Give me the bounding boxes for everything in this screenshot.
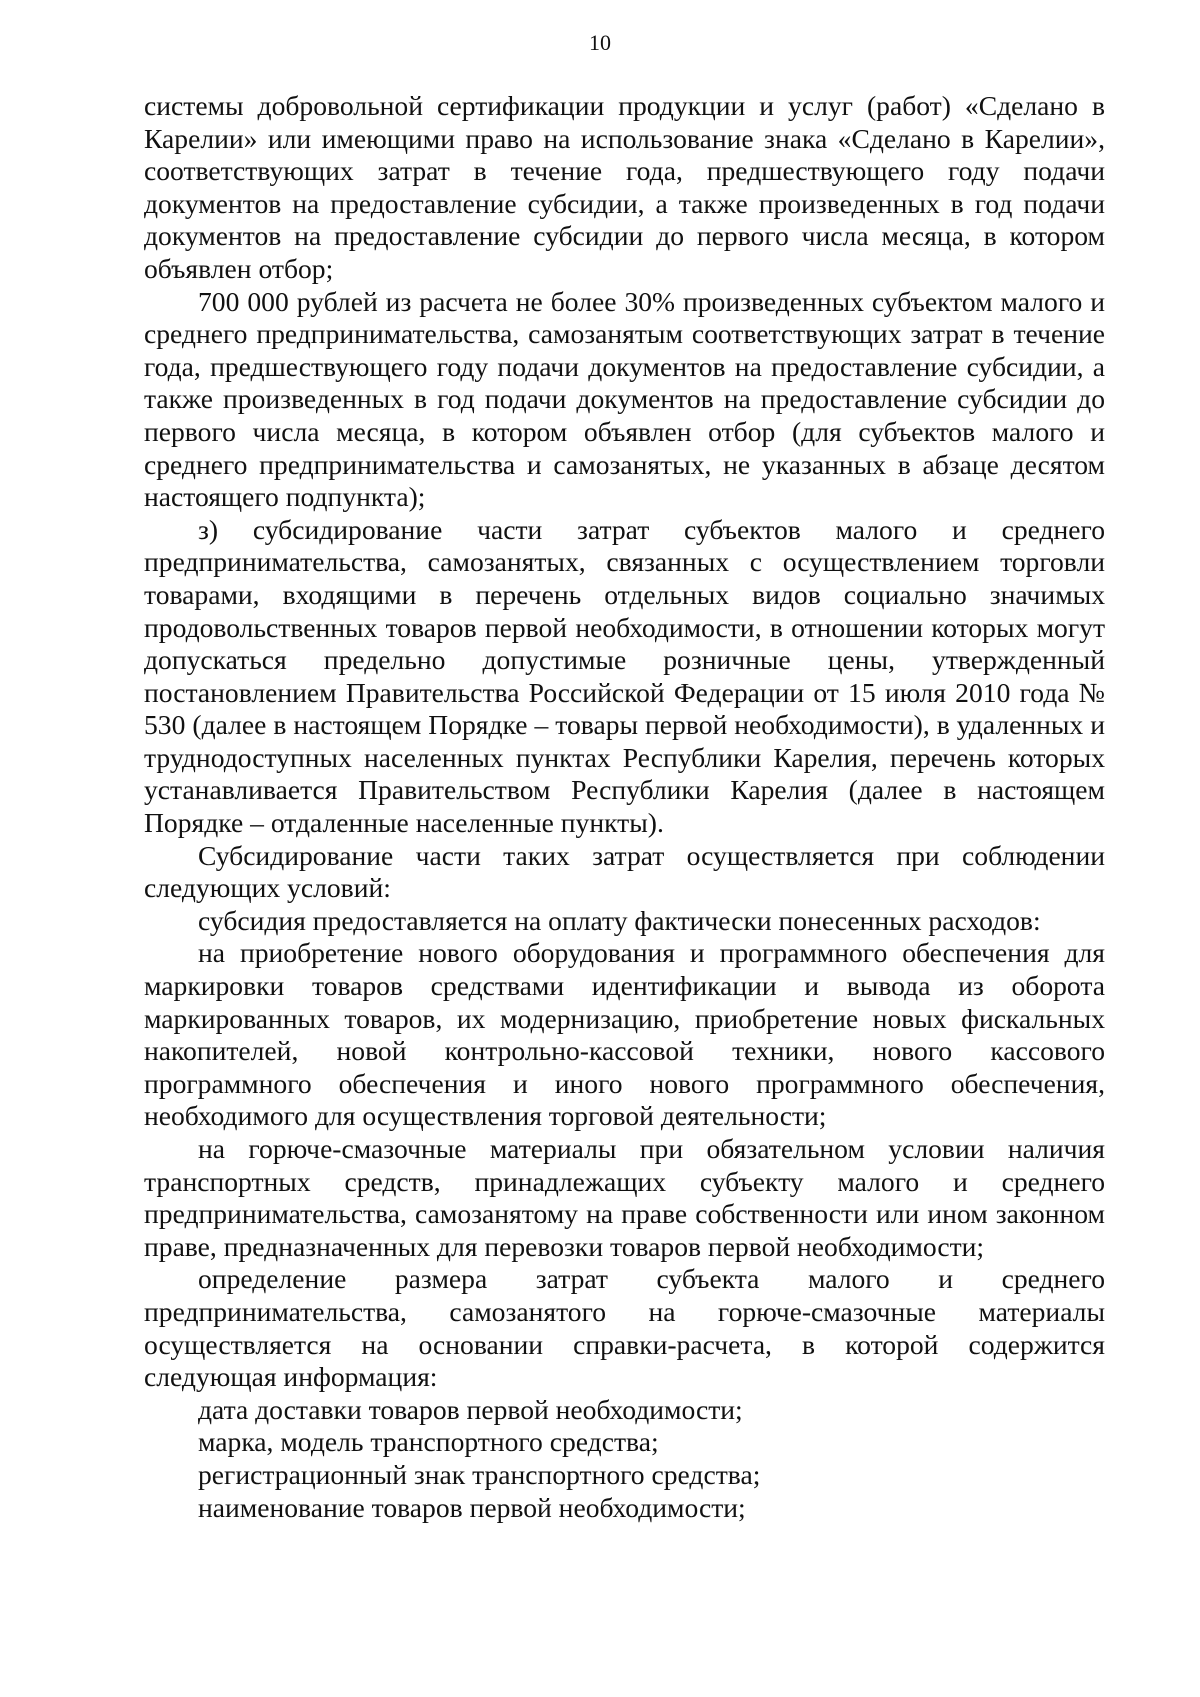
- paragraph: системы добровольной сертификации продукции и услуг (работ) «Сделано в Карелии» или имеющими право на использование знака «Сделано в Карелии», соответствующих затрат в течение года, предшествующего году подачи документов на предоставление субсидии, а также произведенных в год подачи документов на предоставление субсидии до первого числа месяца, в котором объявлен отбор;: [144, 90, 1105, 284]
- list-item: дата доставки товаров первой необходимости;: [198, 1393, 743, 1425]
- paragraph: на горюче-смазочные материалы при обязательном условии наличия транспортных средств, принадлежащих субъекту малого и среднего предпринимательства, самозанятому на праве собственности или ином законном праве, предназначенных для перевозки товаров первой необходимости;: [144, 1133, 1105, 1262]
- list-item: наименование товаров первой необходимости;: [198, 1491, 746, 1523]
- paragraph: Субсидирование части таких затрат осуществляется при соблюдении следующих условий:: [144, 839, 1105, 904]
- list-item: марка, модель транспортного средства;: [198, 1426, 659, 1458]
- paragraph: на приобретение нового оборудования и программного обеспечения для маркировки товаров средствами идентификации и вывода из оборота маркированных товаров, их модернизацию, приобретение новых фискальных накопителей, новой контрольно-кассовой техники, нового кассового программного обеспечения и иного нового программного обеспечения, необходимого для осуществления торговой деятельности;: [144, 937, 1105, 1132]
- list-item: регистрационный знак транспортного средства;: [198, 1458, 761, 1490]
- paragraph: субсидия предоставляется на оплату фактически понесенных расходов:: [198, 904, 1041, 936]
- page-number: 10: [589, 30, 611, 55]
- paragraph: з) субсидирование части затрат субъектов малого и среднего предпринимательства, самозанятых, связанных с осуществлением торговли товарами, входящими в перечень отдельных видов социально значимых продовольственных товаров первой необходимости, в отношении которых могут допускаться предельно допустимые розничные цены, утвержденный постановлением Правительства Российской Федерации от 15 июля 2010 года № 530 (далее в настоящем Порядке – товары первой необходимости), в удаленных и труднодоступных населенных пунктах Республики Карелия, перечень которых устанавливается Правительством Республики Карелия (далее в настоящем Порядке – отдаленные населенные пункты).: [144, 513, 1105, 839]
- paragraph: определение размера затрат субъекта малого и среднего предпринимательства, самозанятого на горюче-смазочные материалы осуществляется на основании справки-расчета, в которой содержится следующая информация:: [144, 1263, 1105, 1393]
- paragraph: 700 000 рублей из расчета не более 30% произведенных субъектом малого и среднего предпринимательства, самозанятым соответствующих затрат в течение года, предшествующего году подачи документов на предоставление субсидии, а также произведенных в год подачи документов на предоставление субсидии до первого числа месяца, в котором объявлен отбор (для субъектов малого и среднего предпринимательства и самозанятых, не указанных в абзаце десятом настоящего подпункта);: [144, 285, 1105, 513]
- document-body: [144, 90, 1105, 1524]
